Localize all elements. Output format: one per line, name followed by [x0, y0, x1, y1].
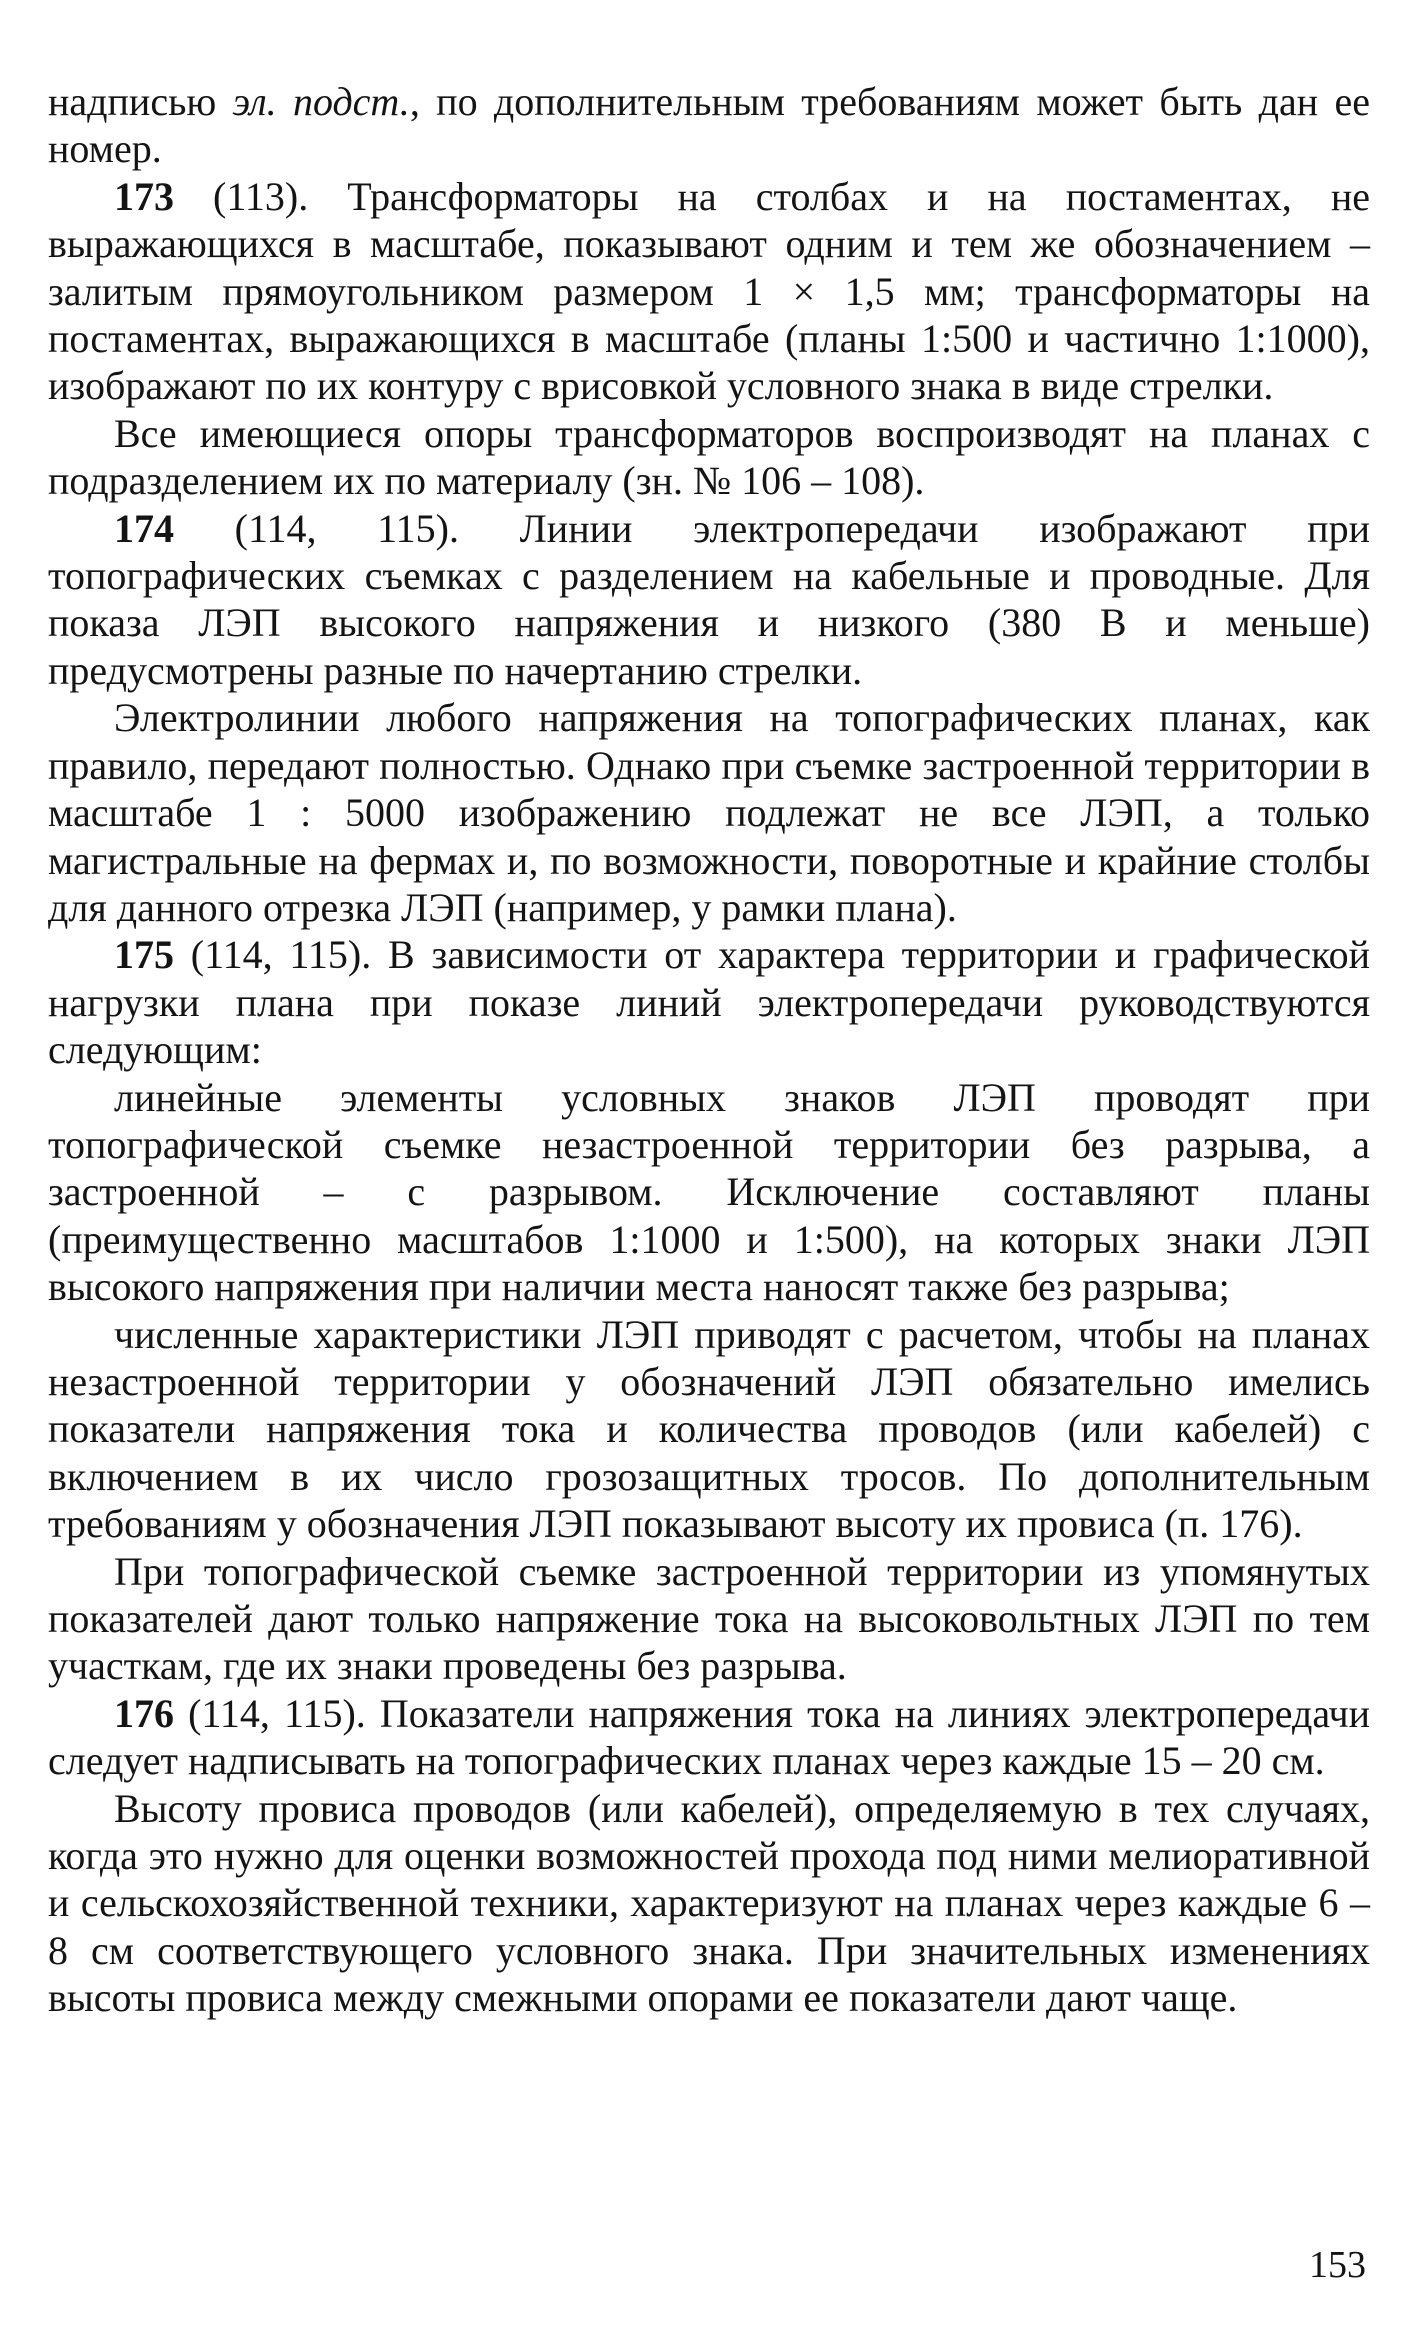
paragraph-numeric-characteristics	[48, 1311, 1370, 1548]
paragraph-text: (114, 115). Показатели напряжения тока на линиях электропередачи следует надписывать на топографических планах через каждые 15 – 20 см.	[48, 1690, 1370, 1784]
clause-number: 176	[114, 1690, 174, 1736]
paragraph-power-lines	[48, 694, 1370, 931]
paragraph-text: численные характеристики ЛЭП приводят с расчетом, чтобы на планах незастроенной территории у обозначений ЛЭП обязательно имелись показатели напряжения тока и количества проводов (или кабелей) с включением в их число грозозащитных тросов. По дополнительным требованиям у обозначения ЛЭП показывают высоту их провиса (п. 176).	[48, 1311, 1370, 1547]
paragraph-transformer-supports	[48, 410, 1370, 505]
paragraph-174	[48, 505, 1370, 695]
paragraph-continuation	[48, 78, 1370, 173]
paragraph-text: Электролинии любого напряжения на топографических планах, как правило, передают полностью. Однако при съемке застроенной территории в масштабе 1 : 5000 изображению подлежат не все ЛЭП, а только магистральные на фермах и, по возможности, поворотные и крайние столбы для данного отрезка ЛЭП (например, у рамки плана).	[48, 695, 1370, 930]
clause-number: 173	[114, 173, 174, 219]
paragraph-linear-elements	[48, 1074, 1370, 1311]
paragraph-text-before: надписью	[48, 79, 233, 124]
paragraph-175	[48, 931, 1370, 1073]
paragraph-173	[48, 173, 1370, 410]
clause-number: 175	[114, 932, 174, 978]
page-body	[48, 78, 1370, 2022]
paragraph-176	[48, 1690, 1370, 1785]
paragraph-built-up-survey	[48, 1548, 1370, 1690]
paragraph-text: Все имеющиеся опоры трансформаторов воспроизводят на планах с подразделением их по материалу (зн. № 106 – 108).	[48, 410, 1370, 504]
paragraph-text: При топографической съемке застроенной территории из упомянутых показателей дают только напряжение тока на высоковольтных ЛЭП по тем участкам, где их знаки проведены без разрыва.	[48, 1548, 1370, 1689]
clause-number: 174	[114, 505, 174, 551]
paragraph-text: (113). Трансформаторы на столбах и на постаментах, не выражающихся в масштабе, показывают одним и тем же обозначением – залитым прямоугольником размером 1 × 1,5 мм; трансформаторы на постаментах, выражающихся в масштабе (планы 1:500 и частично 1:1000), изображают по их контуру с врисовкой условного знака в виде стрелки.	[48, 173, 1370, 409]
abbreviation-italic: эл. подст.	[232, 79, 410, 124]
paragraph-text: (114, 115). В зависимости от характера территории и графической нагрузки плана при показе линий электропередачи руководствуются следующим:	[48, 932, 1370, 1073]
paragraph-text: , по дополнительным требованиям может быть дан ее номер.	[48, 79, 1370, 172]
paragraph-text: линейные элементы условных знаков ЛЭП проводят при топографической съемке незастроенной территории без разрыва, а застроенной – с разрывом. Исключение составляют планы (преимущественно масштабов 1:1000 и 1:500), на которых знаки ЛЭП высокого напряжения при наличии места наносят также без разрыва;	[48, 1074, 1370, 1310]
paragraph-text: Высоту провиса проводов (или кабелей), определяемую в тех случаях, когда это нужно для оценки возможностей прохода под ними мелиоративной и сельскохозяйственной техники, характеризуют на планах через каждые 6 – 8 см соответствующего условного знака. При значительных изменениях высоты провиса между смежными опорами ее показатели дают чаще.	[48, 1785, 1370, 2021]
page-number: 153	[1309, 2244, 1366, 2286]
paragraph-sag-height	[48, 1785, 1370, 2022]
paragraph-text: (114, 115). Линии электропередачи изображают при топографических съемках с разделением на кабельные и проводные. Для показа ЛЭП высокого напряжения и низкого (380 В и меньше) предусмотрены разные по начертанию стрелки.	[48, 505, 1370, 693]
